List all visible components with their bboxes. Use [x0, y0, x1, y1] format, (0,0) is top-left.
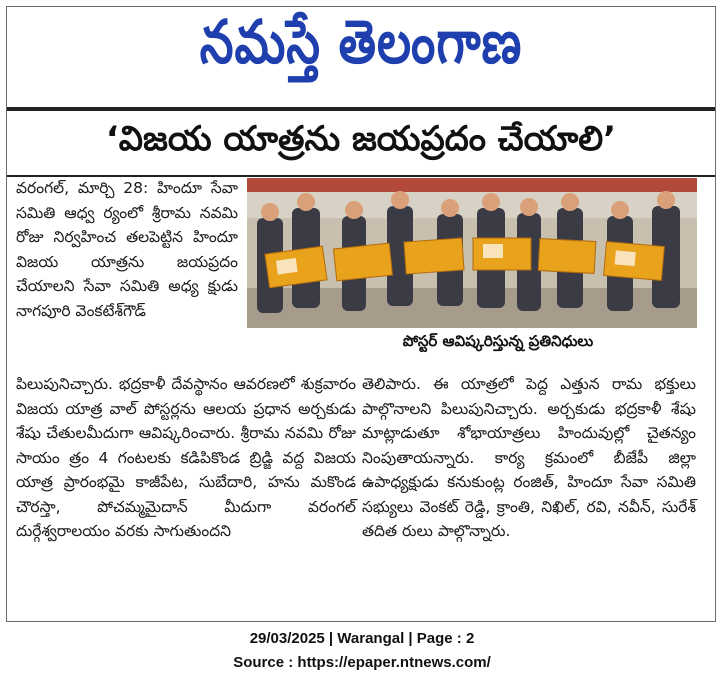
- article-text: పిలుపునిచ్చారు. భద్రకాళీ దేవస్థానం ఆవరణలో శుక్రవారం విజయ యాత్ర వాల్ పోస్టర్లను ఆలయ ప్రధాన అర్చకుడు శేషు చేతులమీదుగా ఆవిష్కరించారు. శ్రీరామ నవమి రోజు సాయం త్రం 4 గంటలకు కడిపికొండ బ్రిడ్జి వద్ద విజయ యాత్ర ప్రారంభమై కాజీపేట, సుబేదారి, హను మకొండ చౌరస్తా, పోచమ్మమైదాన్ మీదుగా వరంగల్ దుర్గేశ్వరాలయం వరకు సాగుతుందని: [16, 375, 356, 540]
- article-column-left-bottom: [16, 372, 356, 544]
- photo-caption: పోస్టర్ ఆవిష్కరిస్తున్న ప్రతినిధులు: [402, 332, 594, 350]
- masthead: [7, 7, 715, 93]
- article-text: వరంగల్, మార్చి 28: హిందూ సేవా సమితి ఆధ్వ ర్యంలో శ్రీరామ నవమి రోజు నిర్వహించ తలపెట్టిన హిందూ విజయ యాత్రను జయప్రదం చేయాలని సేవా సమితి అధ్య క్షుడు నాగపూరి వెంకటేశ్‌గౌడ్: [16, 179, 238, 320]
- masthead-divider: [7, 107, 715, 111]
- footer-source: Source : https://epaper.ntnews.com/: [233, 654, 491, 671]
- news-photo: [247, 178, 697, 328]
- photo-illustration: [247, 178, 697, 328]
- article-column-left-top: [16, 176, 238, 323]
- article-text: తెలిపారు. ఈ యాత్రలో పెద్ద ఎత్తున రామ భక్తులు పాల్గొనాలని పిలుపునిచ్చారు. అర్చకుడు భద్రకాళీ శేషు మాట్లాడుతూ శోభాయాత్రలు హిందువుల్లో చైతన్యం నింపుతాయన్నారు. కార్య క్రమంలో బీజేపీ జిల్లా ఉపాధ్యక్షుడు కనుకుంట్ల రంజిత్, హిందూ సేవా సమితి సభ్యులు వెంకట్ రెడ్డి, క్రాంతి, నిఖిల్, రవి, నవీన్, సురేశ్ తదిత రులు పాల్గొన్నారు.: [362, 375, 696, 540]
- footer-date-edition: 29/03/2025 | Warangal | Page : 2: [249, 630, 475, 647]
- article-headline: ‘విజయ యాత్రను జయప్రదం చేయాలి’: [105, 119, 617, 159]
- article-column-right-bottom: [362, 372, 696, 544]
- masthead-title: నమస్తే తెలంగాణ: [199, 7, 523, 78]
